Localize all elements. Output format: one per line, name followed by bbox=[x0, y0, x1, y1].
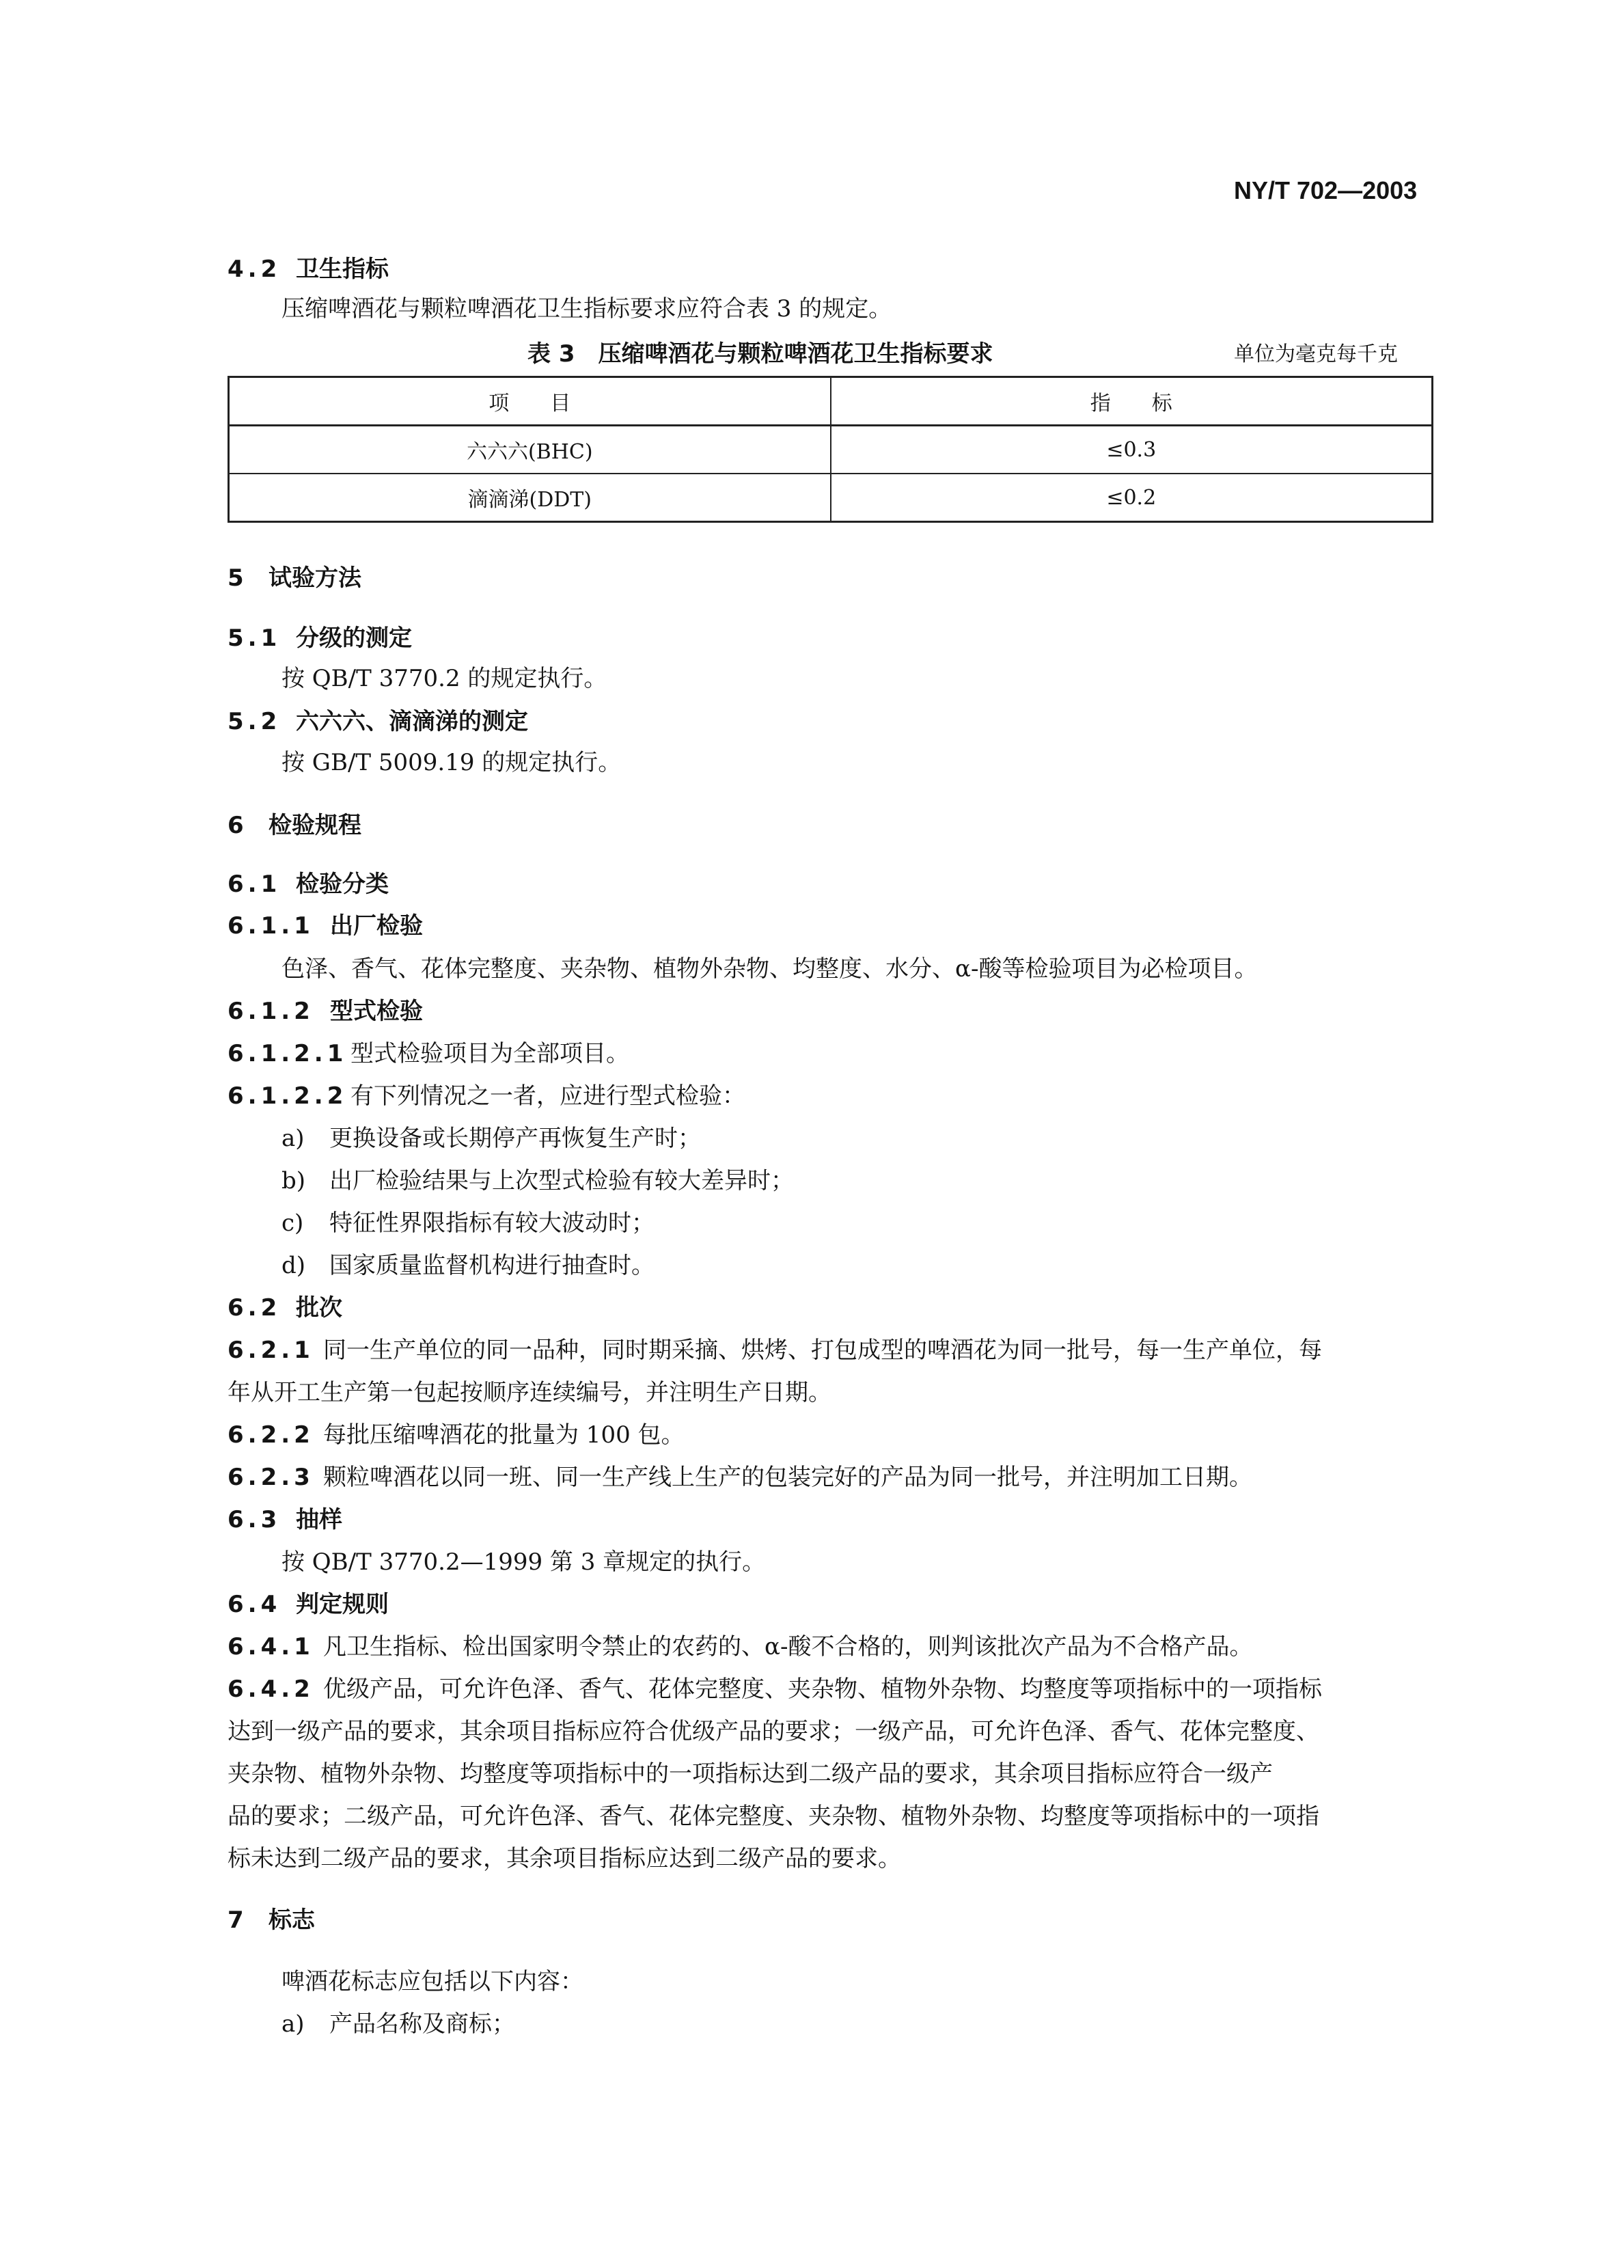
section-title: 六六六、滴滴涕的测定 bbox=[296, 708, 528, 735]
section-title: 分级的测定 bbox=[296, 625, 412, 652]
section-6-2-1-line2: 年从开工生产第一包起按顺序连续编号，并注明生产日期。 bbox=[228, 1379, 831, 1406]
section-number: 6.2.2 bbox=[228, 1421, 314, 1449]
section-6-1-2-heading bbox=[228, 992, 423, 1026]
table-unit: 单位为毫克每千克 bbox=[1234, 342, 1398, 366]
section-number: 6.1 bbox=[228, 871, 281, 898]
section-title: 判定规则 bbox=[296, 1591, 389, 1618]
section-6-1-2-2 bbox=[228, 1077, 745, 1110]
section-6-4-2-line5: 标未达到二级产品的要求，其余项目指标应达到二级产品的要求。 bbox=[228, 1845, 901, 1872]
section-6-heading bbox=[228, 806, 361, 840]
section-5-2-heading bbox=[228, 702, 528, 736]
section-number: 5 bbox=[228, 564, 248, 592]
standard-code: NY/T 702—2003 bbox=[1234, 176, 1418, 204]
section-6-4-2-line3: 夹杂物、植物外杂物、均整度等项指标中的一项指标达到二级产品的要求，其余项目指标应符合一级产 bbox=[228, 1760, 1273, 1788]
section-4-2-text: 压缩啤酒花与颗粒啤酒花卫生指标要求应符合表 3 的规定。 bbox=[281, 295, 892, 323]
section-number: 6.1.1 bbox=[228, 912, 314, 940]
list-item bbox=[281, 1246, 655, 1280]
section-6-2-heading bbox=[228, 1289, 342, 1322]
list-text: 产品名称及商标； bbox=[329, 2010, 515, 2038]
section-number: 6.3 bbox=[228, 1506, 281, 1533]
section-text: 每批压缩啤酒花的批量为 100 包。 bbox=[323, 1421, 685, 1449]
list-text: 更换设备或长期停产再恢复生产时； bbox=[329, 1125, 701, 1152]
section-title: 标志 bbox=[269, 1907, 315, 1934]
section-text: 型式检验项目为全部项目。 bbox=[350, 1040, 629, 1067]
section-6-3-text: 按 QB/T 3770.2—1999 第 3 章规定的执行。 bbox=[281, 1548, 766, 1576]
list-mark: b) bbox=[281, 1167, 306, 1194]
list-text: 国家质量监督机构进行抽查时。 bbox=[329, 1252, 655, 1279]
section-6-3-heading bbox=[228, 1501, 342, 1534]
section-title: 检验规程 bbox=[269, 812, 361, 839]
section-6-4-1 bbox=[228, 1628, 1252, 1661]
list-item bbox=[281, 1204, 655, 1238]
list-mark: c) bbox=[281, 1210, 304, 1237]
section-5-1-heading bbox=[228, 619, 412, 653]
section-number: 6.1.2.2 bbox=[228, 1082, 348, 1110]
section-number: 5.2 bbox=[228, 708, 281, 735]
table-cell-item: 滴滴涕(DDT) bbox=[229, 474, 831, 522]
section-7-text: 啤酒花标志应包括以下内容： bbox=[281, 1968, 583, 1995]
list-mark: a) bbox=[281, 2010, 305, 2038]
list-text: 出厂检验结果与上次型式检验有较大差异时； bbox=[329, 1167, 794, 1194]
section-6-1-1-text: 色泽、香气、花体完整度、夹杂物、植物外杂物、均整度、水分、α-酸等检验项目为必检项目。 bbox=[281, 955, 1258, 983]
section-number: 4.2 bbox=[228, 256, 281, 283]
section-7-heading bbox=[228, 1901, 315, 1935]
section-6-2-3 bbox=[228, 1458, 1252, 1492]
section-5-heading bbox=[228, 559, 361, 592]
list-item bbox=[281, 2005, 515, 2038]
list-item bbox=[281, 1162, 794, 1195]
list-text: 特征性界限指标有较大波动时； bbox=[329, 1210, 655, 1237]
hygiene-index-table bbox=[228, 376, 1433, 523]
section-6-1-1-heading bbox=[228, 907, 423, 940]
section-6-4-2-line1 bbox=[228, 1670, 1322, 1704]
section-text: 凡卫生指标、检出国家明令禁止的农药的、α-酸不合格的，则判该批次产品为不合格产品。 bbox=[323, 1633, 1253, 1661]
section-text: 颗粒啤酒花以同一班、同一生产线上生产的包装完好的产品为同一批号，并注明加工日期。 bbox=[323, 1464, 1252, 1491]
table-row bbox=[229, 426, 1433, 474]
section-5-1-text: 按 QB/T 3770.2 的规定执行。 bbox=[281, 665, 607, 692]
section-6-4-2-line2: 达到一级产品的要求，其余项目指标应符合优级产品的要求；一级产品，可允许色泽、香气、花体完整度、 bbox=[228, 1718, 1319, 1745]
section-text: 有下列情况之一者，应进行型式检验： bbox=[350, 1082, 745, 1110]
section-number: 6.4 bbox=[228, 1591, 281, 1618]
section-6-4-heading bbox=[228, 1585, 389, 1619]
section-number: 6.1.2 bbox=[228, 998, 314, 1025]
list-mark: a) bbox=[281, 1125, 305, 1152]
section-text: 同一生产单位的同一品种，同时期采摘、烘烤、打包成型的啤酒花为同一批号，每一生产单位，每 bbox=[323, 1337, 1322, 1364]
section-title: 卫生指标 bbox=[296, 256, 389, 283]
section-number: 6.1.2.1 bbox=[228, 1040, 348, 1067]
section-number: 6 bbox=[228, 812, 248, 839]
table-cell-value: ≤0.3 bbox=[831, 426, 1433, 474]
section-title: 抽样 bbox=[296, 1506, 342, 1533]
table-header-item: 项 目 bbox=[229, 377, 831, 426]
table-row bbox=[229, 474, 1433, 522]
section-6-1-2-1 bbox=[228, 1035, 629, 1068]
section-number: 6.2.3 bbox=[228, 1464, 314, 1491]
section-number: 7 bbox=[228, 1907, 248, 1934]
table-cell-item: 六六六(BHC) bbox=[229, 426, 831, 474]
section-number: 6.4.2 bbox=[228, 1676, 314, 1703]
section-title: 试验方法 bbox=[269, 564, 361, 592]
section-6-2-1-line1 bbox=[228, 1331, 1322, 1365]
section-4-2-heading bbox=[228, 250, 389, 284]
section-number: 6.2 bbox=[228, 1294, 281, 1322]
table-header-index: 指 标 bbox=[831, 377, 1433, 426]
section-title: 型式检验 bbox=[330, 998, 423, 1025]
table-cell-value: ≤0.2 bbox=[831, 474, 1433, 522]
section-6-2-2 bbox=[228, 1416, 685, 1449]
table-title: 表 3 压缩啤酒花与颗粒啤酒花卫生指标要求 bbox=[527, 340, 993, 368]
section-number: 6.2.1 bbox=[228, 1337, 314, 1364]
section-number: 6.4.1 bbox=[228, 1633, 314, 1661]
list-item bbox=[281, 1119, 701, 1153]
list-mark: d) bbox=[281, 1252, 306, 1279]
section-number: 5.1 bbox=[228, 625, 281, 652]
section-6-4-2-line4: 品的要求；二级产品，可允许色泽、香气、花体完整度、夹杂物、植物外杂物、均整度等项指标中的一项指 bbox=[228, 1803, 1319, 1830]
section-text: 优级产品，可允许色泽、香气、花体完整度、夹杂物、植物外杂物、均整度等项指标中的一项指标 bbox=[323, 1676, 1322, 1703]
section-title: 检验分类 bbox=[296, 871, 389, 898]
table-header-row bbox=[229, 377, 1433, 426]
section-5-2-text: 按 GB/T 5009.19 的规定执行。 bbox=[281, 749, 622, 776]
section-6-1-heading bbox=[228, 865, 389, 899]
section-title: 出厂检验 bbox=[330, 912, 423, 940]
section-title: 批次 bbox=[296, 1294, 342, 1322]
